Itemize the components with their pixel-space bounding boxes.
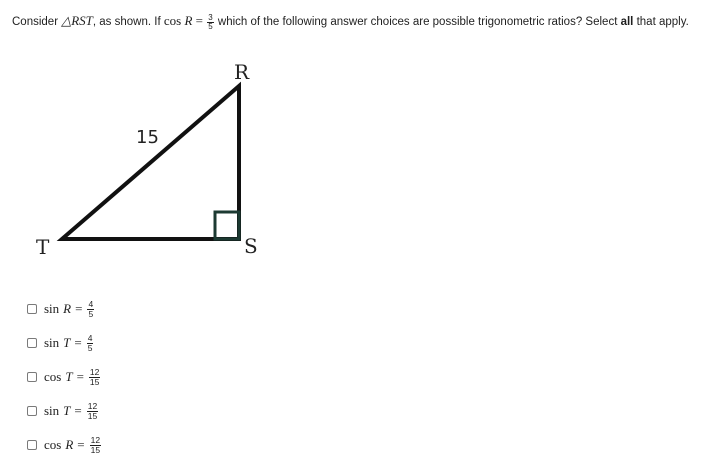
checkbox[interactable] — [27, 372, 37, 382]
choice-expression: sin T = $\frac{4}{5}$ — [44, 332, 93, 353]
vertex-label-r: R — [234, 60, 250, 84]
choice-expression: cos T = $\frac{12}{15}$ — [44, 366, 100, 387]
question-emphasis: all — [620, 16, 634, 28]
checkbox[interactable] — [27, 406, 37, 416]
checkbox[interactable] — [27, 338, 37, 348]
vertex-label-s: S — [244, 234, 258, 258]
hypotenuse-length-label: 15 — [136, 127, 159, 148]
triangle-name: △RST — [61, 13, 93, 28]
checkbox[interactable] — [27, 440, 37, 450]
answer-choices — [27, 292, 102, 462]
right-angle-marker — [215, 212, 239, 239]
given-fraction: $\frac{3}{5}$ — [208, 12, 213, 31]
question-prefix: Consider — [12, 16, 62, 28]
vertex-label-t: T — [36, 235, 50, 259]
choice-cos-t-12-15[interactable] — [27, 360, 102, 394]
choice-expression: sin R = $\frac{4}{5}$ — [44, 298, 94, 319]
triangle-rst — [62, 86, 239, 239]
question-suffix: that apply. — [633, 16, 689, 28]
given-ratio: cos R = $\frac{3}{5}$ — [163, 12, 213, 31]
choice-expression: sin T = $\frac{12}{15}$ — [44, 400, 98, 421]
choice-sin-t-4-5[interactable] — [27, 326, 102, 360]
question-middle: which of the following answer choices are possible trigonometric ratios? Select — [214, 16, 621, 28]
question-after-triangle: , as shown. If — [92, 16, 164, 28]
choice-sin-t-12-15[interactable] — [27, 394, 102, 428]
checkbox[interactable] — [27, 304, 37, 314]
choice-expression: cos R = $\frac{12}{15}$ — [44, 434, 101, 455]
choice-sin-r-4-5[interactable] — [27, 292, 102, 326]
choice-cos-r-12-15[interactable] — [27, 428, 102, 462]
